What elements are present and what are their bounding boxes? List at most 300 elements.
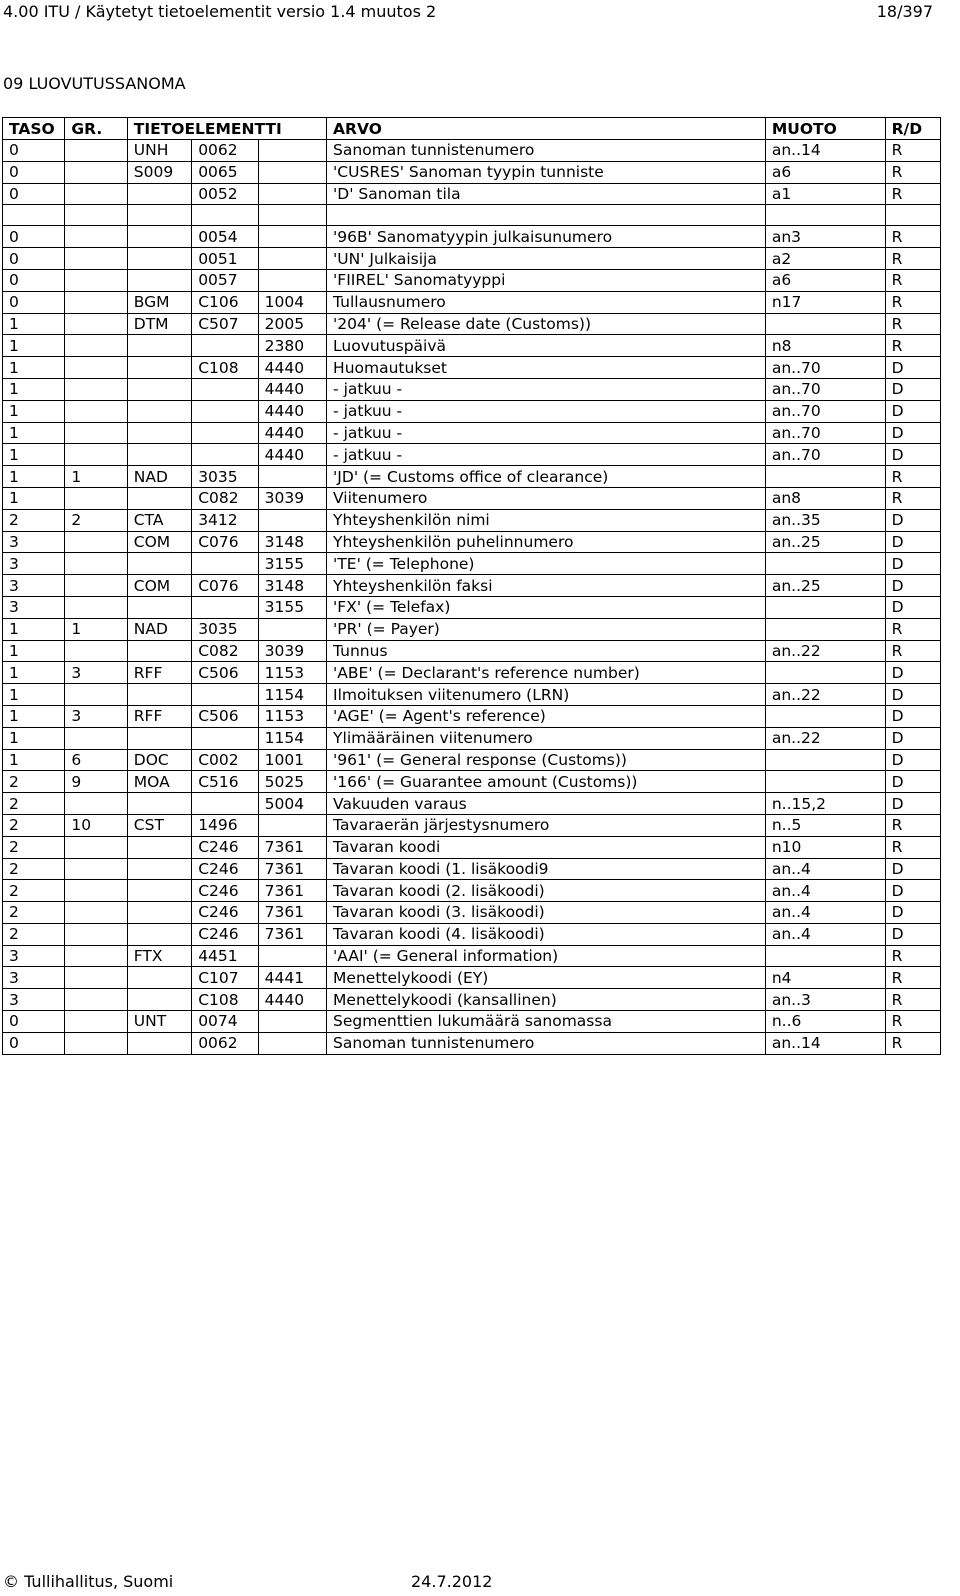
cell-gr (65, 836, 127, 858)
cell-gr (65, 989, 127, 1011)
cell-muoto: an..22 (765, 727, 885, 749)
cell-subelement (258, 1032, 326, 1054)
cell-subelement: 4440 (258, 357, 326, 379)
cell-subelement: 4440 (258, 378, 326, 400)
cell-segment: DOC (127, 749, 191, 771)
cell-muoto (765, 553, 885, 575)
table-row (3, 466, 941, 488)
cell-taso: 1 (3, 400, 65, 422)
table-header-row (3, 118, 941, 140)
cell-gr (65, 902, 127, 924)
table-row (3, 727, 941, 749)
table-row (3, 291, 941, 313)
cell-taso: 1 (3, 684, 65, 706)
header-taso: TASO (3, 118, 65, 140)
table-row (3, 967, 941, 989)
cell-subelement: 3039 (258, 487, 326, 509)
cell-subelement: 1153 (258, 705, 326, 727)
cell-arvo: Huomautukset (327, 357, 766, 379)
cell-taso: 1 (3, 705, 65, 727)
cell-element (192, 335, 258, 357)
cell-rd: D (885, 553, 940, 575)
cell-element: C106 (192, 291, 258, 313)
cell-rd: R (885, 226, 940, 248)
cell-rd: R (885, 313, 940, 335)
cell-subelement (258, 466, 326, 488)
cell-taso: 3 (3, 967, 65, 989)
cell-gr (65, 923, 127, 945)
cell-gr (65, 684, 127, 706)
cell-muoto: n17 (765, 291, 885, 313)
cell-segment (127, 422, 191, 444)
cell-arvo: Menettelykoodi (kansallinen) (327, 989, 766, 1011)
cell-arvo: 'AGE' (= Agent's reference) (327, 705, 766, 727)
cell-arvo: Ylimääräinen viitenumero (327, 727, 766, 749)
cell-muoto (765, 596, 885, 618)
cell-arvo: Yhteyshenkilön nimi (327, 509, 766, 531)
cell-subelement: 3148 (258, 531, 326, 553)
cell-subelement: 2005 (258, 313, 326, 335)
cell-taso: 1 (3, 422, 65, 444)
cell-muoto: n4 (765, 967, 885, 989)
cell-arvo: Tavaran koodi (3. lisäkoodi) (327, 902, 766, 924)
cell-segment (127, 836, 191, 858)
header-rd: R/D (885, 118, 940, 140)
cell-arvo: '166' (= Guarantee amount (Customs)) (327, 771, 766, 793)
cell-rd: D (885, 596, 940, 618)
cell-gr (65, 596, 127, 618)
cell-muoto: n10 (765, 836, 885, 858)
cell-subelement: 4440 (258, 444, 326, 466)
cell-arvo: Luovutuspäivä (327, 335, 766, 357)
cell-segment (127, 1032, 191, 1054)
cell-element: 3035 (192, 618, 258, 640)
cell-segment: CTA (127, 509, 191, 531)
cell-segment (127, 183, 191, 205)
cell-subelement: 7361 (258, 858, 326, 880)
cell-gr: 10 (65, 814, 127, 836)
table-row (3, 205, 941, 226)
cell-taso: 3 (3, 989, 65, 1011)
cell-element: 3412 (192, 509, 258, 531)
cell-element (192, 444, 258, 466)
cell-muoto: a2 (765, 248, 885, 270)
cell-taso: 1 (3, 335, 65, 357)
cell-taso: 3 (3, 596, 65, 618)
table-row (3, 313, 941, 335)
cell-rd: D (885, 902, 940, 924)
cell-arvo: Tavaran koodi (2. lisäkoodi) (327, 880, 766, 902)
cell-rd: R (885, 183, 940, 205)
table-row (3, 749, 941, 771)
document-title: 4.00 ITU / Käytetyt tietoelementit versio 1.4 muutos 2 (3, 2, 437, 21)
cell-gr (65, 291, 127, 313)
cell-taso: 1 (3, 749, 65, 771)
cell-rd: D (885, 771, 940, 793)
table-row (3, 793, 941, 815)
cell-taso: 1 (3, 640, 65, 662)
cell-arvo: - jatkuu - (327, 444, 766, 466)
cell-gr: 1 (65, 618, 127, 640)
cell-gr (65, 422, 127, 444)
cell-segment (127, 205, 191, 226)
cell-rd: D (885, 509, 940, 531)
cell-subelement (258, 161, 326, 183)
cell-taso: 0 (3, 269, 65, 291)
cell-gr (65, 1032, 127, 1054)
cell-element: 0057 (192, 269, 258, 291)
table-row (3, 618, 941, 640)
cell-taso: 2 (3, 923, 65, 945)
cell-subelement (258, 509, 326, 531)
cell-arvo: Tunnus (327, 640, 766, 662)
cell-subelement: 7361 (258, 880, 326, 902)
cell-segment (127, 226, 191, 248)
cell-element (192, 684, 258, 706)
cell-segment (127, 902, 191, 924)
cell-muoto: n8 (765, 335, 885, 357)
cell-gr (65, 378, 127, 400)
cell-element: 0062 (192, 140, 258, 162)
cell-rd: D (885, 793, 940, 815)
cell-gr (65, 575, 127, 597)
cell-muoto: an..70 (765, 444, 885, 466)
cell-segment: DTM (127, 313, 191, 335)
cell-subelement: 2380 (258, 335, 326, 357)
cell-taso: 0 (3, 248, 65, 270)
cell-gr: 2 (65, 509, 127, 531)
header-tietoelementti: TIETOELEMENTTI (127, 118, 326, 140)
cell-taso: 1 (3, 618, 65, 640)
cell-segment: RFF (127, 662, 191, 684)
table-row (3, 923, 941, 945)
table-row (3, 814, 941, 836)
cell-muoto: an..22 (765, 684, 885, 706)
message-table (2, 117, 941, 1055)
cell-subelement: 3039 (258, 640, 326, 662)
cell-rd: D (885, 575, 940, 597)
cell-rd: R (885, 1032, 940, 1054)
cell-rd: R (885, 140, 940, 162)
cell-arvo: - jatkuu - (327, 400, 766, 422)
cell-segment (127, 444, 191, 466)
cell-subelement (258, 140, 326, 162)
cell-subelement: 7361 (258, 902, 326, 924)
cell-gr (65, 967, 127, 989)
cell-segment (127, 248, 191, 270)
cell-arvo: 'TE' (= Telephone) (327, 553, 766, 575)
cell-muoto: n..15,2 (765, 793, 885, 815)
cell-taso: 3 (3, 945, 65, 967)
cell-element (192, 596, 258, 618)
cell-segment (127, 553, 191, 575)
cell-segment: COM (127, 575, 191, 597)
cell-arvo: '204' (= Release date (Customs)) (327, 313, 766, 335)
cell-muoto: an..70 (765, 357, 885, 379)
cell-muoto: n..5 (765, 814, 885, 836)
cell-gr (65, 313, 127, 335)
cell-gr (65, 248, 127, 270)
cell-element (192, 793, 258, 815)
table-row (3, 444, 941, 466)
cell-muoto: an..25 (765, 575, 885, 597)
cell-taso: 0 (3, 1011, 65, 1033)
cell-rd: R (885, 487, 940, 509)
table-row (3, 422, 941, 444)
cell-rd: D (885, 357, 940, 379)
cell-element: C246 (192, 902, 258, 924)
page-header (3, 2, 933, 22)
cell-element: C506 (192, 705, 258, 727)
cell-taso: 0 (3, 226, 65, 248)
cell-taso: 1 (3, 727, 65, 749)
cell-subelement: 5025 (258, 771, 326, 793)
cell-taso: 2 (3, 836, 65, 858)
table-row (3, 1032, 941, 1054)
cell-subelement: 1004 (258, 291, 326, 313)
table-row (3, 705, 941, 727)
cell-subelement: 4440 (258, 422, 326, 444)
table-row (3, 640, 941, 662)
cell-rd: R (885, 967, 940, 989)
cell-muoto (765, 705, 885, 727)
table-row (3, 183, 941, 205)
cell-arvo: 'UN' Julkaisija (327, 248, 766, 270)
cell-arvo: Tullausnumero (327, 291, 766, 313)
cell-segment (127, 923, 191, 945)
cell-gr (65, 269, 127, 291)
cell-rd: D (885, 727, 940, 749)
cell-taso (3, 205, 65, 226)
cell-gr (65, 335, 127, 357)
cell-taso: 2 (3, 814, 65, 836)
cell-element: C246 (192, 880, 258, 902)
cell-arvo: Tavaraerän järjestysnumero (327, 814, 766, 836)
cell-rd: D (885, 705, 940, 727)
cell-subelement (258, 183, 326, 205)
header-muoto: MUOTO (765, 118, 885, 140)
cell-muoto: a6 (765, 161, 885, 183)
cell-gr (65, 357, 127, 379)
cell-rd: D (885, 858, 940, 880)
cell-element: 0062 (192, 1032, 258, 1054)
cell-rd: R (885, 161, 940, 183)
cell-gr (65, 640, 127, 662)
cell-element: C506 (192, 662, 258, 684)
cell-element (192, 205, 258, 226)
table-row (3, 1011, 941, 1033)
cell-taso: 2 (3, 880, 65, 902)
cell-rd: D (885, 923, 940, 945)
cell-subelement (258, 269, 326, 291)
cell-arvo: 'FX' (= Telefax) (327, 596, 766, 618)
cell-taso: 0 (3, 140, 65, 162)
cell-taso: 2 (3, 858, 65, 880)
table-row (3, 836, 941, 858)
cell-element: 3035 (192, 466, 258, 488)
footer-copyright: © Tullihallitus, Suomi (3, 1572, 174, 1591)
table-row (3, 509, 941, 531)
cell-rd: R (885, 248, 940, 270)
cell-segment: UNT (127, 1011, 191, 1033)
cell-segment (127, 880, 191, 902)
cell-subelement: 1154 (258, 727, 326, 749)
cell-rd: D (885, 880, 940, 902)
table-row (3, 357, 941, 379)
cell-muoto (765, 205, 885, 226)
cell-rd: D (885, 749, 940, 771)
cell-gr (65, 205, 127, 226)
cell-taso: 1 (3, 357, 65, 379)
header-gr: GR. (65, 118, 127, 140)
cell-arvo: Vakuuden varaus (327, 793, 766, 815)
table-row (3, 989, 941, 1011)
cell-gr (65, 400, 127, 422)
cell-element: 1496 (192, 814, 258, 836)
table-row (3, 880, 941, 902)
cell-arvo: Ilmoituksen viitenumero (LRN) (327, 684, 766, 706)
cell-segment (127, 400, 191, 422)
cell-subelement (258, 1011, 326, 1033)
cell-subelement: 4441 (258, 967, 326, 989)
cell-arvo: 'ABE' (= Declarant's reference number) (327, 662, 766, 684)
cell-segment (127, 357, 191, 379)
cell-element (192, 378, 258, 400)
cell-subelement: 7361 (258, 836, 326, 858)
cell-rd: R (885, 291, 940, 313)
cell-segment: COM (127, 531, 191, 553)
table-row (3, 575, 941, 597)
cell-gr (65, 727, 127, 749)
cell-taso: 2 (3, 509, 65, 531)
cell-rd: D (885, 531, 940, 553)
cell-element (192, 422, 258, 444)
cell-segment (127, 858, 191, 880)
cell-rd: R (885, 814, 940, 836)
cell-gr (65, 140, 127, 162)
cell-element (192, 727, 258, 749)
cell-segment: NAD (127, 618, 191, 640)
table-row (3, 161, 941, 183)
cell-muoto: n..6 (765, 1011, 885, 1033)
table-row (3, 596, 941, 618)
cell-element: 0052 (192, 183, 258, 205)
cell-taso: 2 (3, 902, 65, 924)
cell-segment: FTX (127, 945, 191, 967)
cell-gr: 9 (65, 771, 127, 793)
cell-muoto (765, 313, 885, 335)
cell-arvo: 'JD' (= Customs office of clearance) (327, 466, 766, 488)
cell-subelement: 5004 (258, 793, 326, 815)
table-row (3, 858, 941, 880)
cell-element: 0054 (192, 226, 258, 248)
table-row (3, 684, 941, 706)
page-number: 18/397 (876, 2, 933, 21)
cell-element: C246 (192, 836, 258, 858)
table-row (3, 945, 941, 967)
cell-segment: UNH (127, 140, 191, 162)
cell-arvo: Viitenumero (327, 487, 766, 509)
cell-rd: D (885, 444, 940, 466)
cell-element (192, 553, 258, 575)
cell-muoto: an..3 (765, 989, 885, 1011)
cell-muoto (765, 662, 885, 684)
cell-gr (65, 487, 127, 509)
cell-taso: 1 (3, 444, 65, 466)
cell-element (192, 400, 258, 422)
cell-arvo: Tavaran koodi (1. lisäkoodi9 (327, 858, 766, 880)
cell-muoto: an..70 (765, 378, 885, 400)
cell-rd: D (885, 422, 940, 444)
cell-muoto (765, 749, 885, 771)
cell-gr (65, 444, 127, 466)
cell-muoto: an..70 (765, 400, 885, 422)
cell-arvo: Sanoman tunnistenumero (327, 1032, 766, 1054)
section-title: 09 LUOVUTUSSANOMA (3, 74, 186, 93)
cell-subelement (258, 205, 326, 226)
cell-segment (127, 967, 191, 989)
cell-arvo: Sanoman tunnistenumero (327, 140, 766, 162)
cell-arvo: Segmenttien lukumäärä sanomassa (327, 1011, 766, 1033)
table-row (3, 226, 941, 248)
cell-muoto: an..22 (765, 640, 885, 662)
cell-rd: R (885, 618, 940, 640)
cell-arvo: Tavaran koodi (327, 836, 766, 858)
cell-gr: 3 (65, 705, 127, 727)
cell-rd: R (885, 836, 940, 858)
cell-gr (65, 793, 127, 815)
cell-subelement: 1001 (258, 749, 326, 771)
cell-muoto: an..4 (765, 858, 885, 880)
cell-segment (127, 640, 191, 662)
cell-arvo: 'FIIREL' Sanomatyyppi (327, 269, 766, 291)
cell-element: C246 (192, 858, 258, 880)
table-row (3, 487, 941, 509)
cell-muoto: a6 (765, 269, 885, 291)
cell-segment: S009 (127, 161, 191, 183)
cell-segment: BGM (127, 291, 191, 313)
cell-segment: MOA (127, 771, 191, 793)
table-row (3, 400, 941, 422)
cell-taso: 1 (3, 487, 65, 509)
cell-element: C108 (192, 989, 258, 1011)
cell-gr (65, 858, 127, 880)
table-row (3, 902, 941, 924)
cell-element: C076 (192, 575, 258, 597)
cell-segment: CST (127, 814, 191, 836)
cell-subelement (258, 226, 326, 248)
cell-subelement (258, 618, 326, 640)
cell-element: C507 (192, 313, 258, 335)
cell-taso: 2 (3, 771, 65, 793)
cell-arvo: 'PR' (= Payer) (327, 618, 766, 640)
cell-muoto: an..25 (765, 531, 885, 553)
cell-element: C108 (192, 357, 258, 379)
table-row (3, 335, 941, 357)
cell-muoto: an..4 (765, 880, 885, 902)
cell-element: C076 (192, 531, 258, 553)
cell-taso: 0 (3, 291, 65, 313)
cell-gr (65, 945, 127, 967)
cell-arvo: '961' (= General response (Customs)) (327, 749, 766, 771)
cell-muoto: an3 (765, 226, 885, 248)
cell-taso: 0 (3, 183, 65, 205)
cell-rd (885, 205, 940, 226)
cell-muoto (765, 618, 885, 640)
cell-muoto: an..14 (765, 140, 885, 162)
cell-arvo: 'D' Sanoman tila (327, 183, 766, 205)
table-row (3, 140, 941, 162)
